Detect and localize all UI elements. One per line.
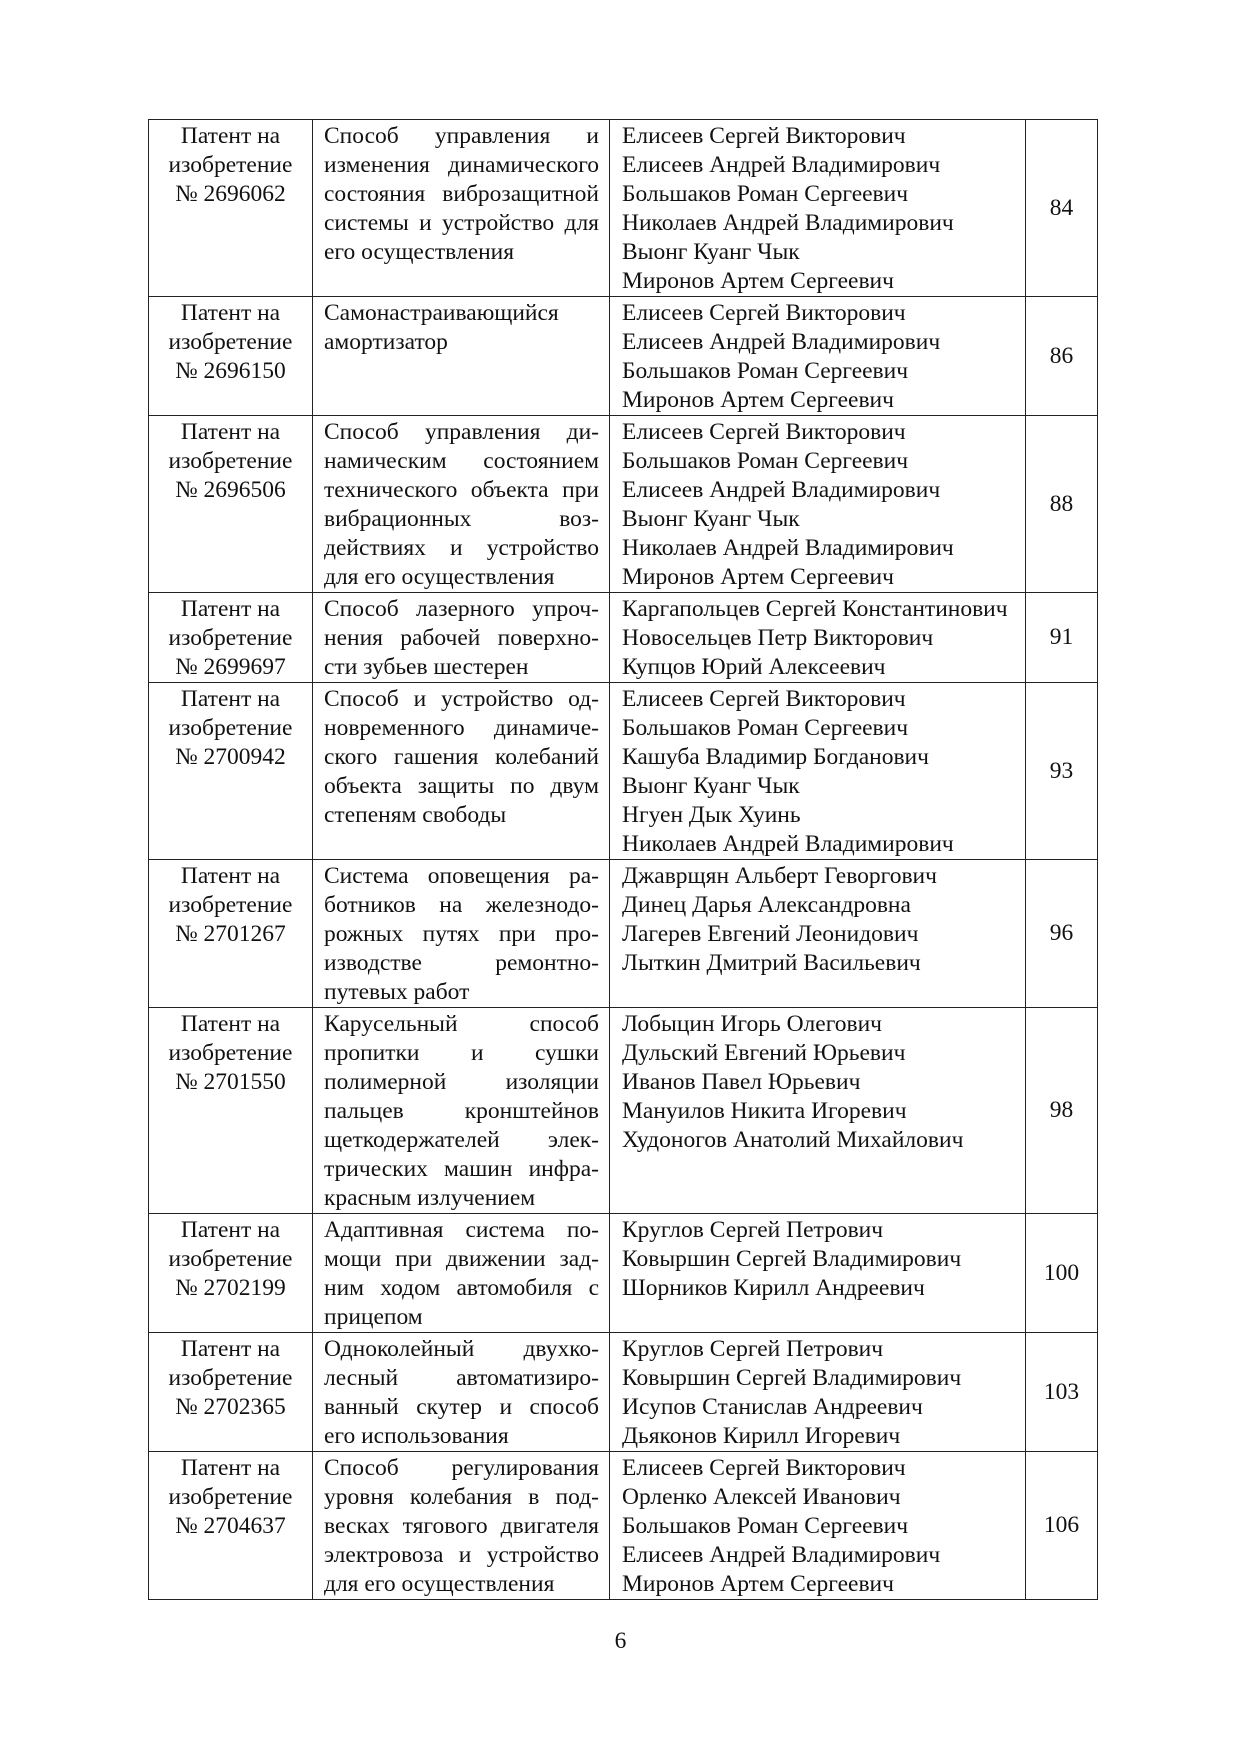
author-name: Большаков Роман Сергеевич (622, 1513, 909, 1539)
patent-id-cell (149, 683, 313, 860)
patent-title: Самонастраивающийся амортизатор (313, 297, 610, 416)
patent-page: 88 (1026, 416, 1098, 593)
author-name: Дьяконов Кирилл Игоревич (622, 1423, 901, 1449)
patent-number: № 2702199 (175, 1275, 286, 1301)
patent-page: 84 (1026, 120, 1098, 297)
author-name: Динец Дарья Александровна (622, 892, 911, 918)
patent-title: Адаптивная система помощи при движении задним ходом автомобиля с прицепом (313, 1214, 610, 1333)
patent-authors (610, 1333, 1026, 1452)
patent-page: 91 (1026, 593, 1098, 683)
patent-doc-type: Патент на изобретение (168, 123, 293, 178)
patent-title: Способ и устройство одновременного динамического гашения колебаний объекта защиты по двум степеням свободы (313, 683, 610, 860)
author-name: Круглов Сергей Петрович (622, 1336, 884, 1362)
author-name: Дульский Евгений Юрьевич (622, 1040, 906, 1066)
patent-authors (610, 1452, 1026, 1600)
author-name: Миронов Артем Сергеевич (622, 268, 894, 294)
patent-id-cell (149, 416, 313, 593)
patent-number: № 2699697 (175, 654, 286, 680)
patent-row (149, 683, 1098, 860)
patent-id-cell (149, 860, 313, 1008)
author-name: Ковыршин Сергей Владимирович (622, 1246, 962, 1272)
patent-doc-type: Патент на изобретение (168, 686, 293, 741)
patent-id-cell (149, 297, 313, 416)
patent-authors (610, 683, 1026, 860)
patent-title: Способ регулирования уровня колебания в подвесках тягового двигателя электровоза и устройство для его осуществления (313, 1452, 610, 1600)
author-name: Мануилов Никита Игоревич (622, 1098, 907, 1124)
patent-authors (610, 1008, 1026, 1214)
patent-number: № 2704637 (175, 1513, 286, 1539)
patent-doc-type: Патент на изобретение (168, 1011, 293, 1066)
author-name: Елисеев Сергей Викторович (622, 1455, 906, 1481)
patent-page: 98 (1026, 1008, 1098, 1214)
patent-page: 106 (1026, 1452, 1098, 1600)
patent-authors (610, 860, 1026, 1008)
author-name: Выонг Куанг Чык (622, 773, 800, 799)
author-name: Елисеев Сергей Викторович (622, 123, 906, 149)
author-name: Кашуба Владимир Богданович (622, 744, 929, 770)
patent-row (149, 1214, 1098, 1333)
patent-title: Способ лазерного упрочнения рабочей поверхности зубьев шестерен (313, 593, 610, 683)
patent-id-cell (149, 1333, 313, 1452)
author-name: Миронов Артем Сергеевич (622, 387, 894, 413)
patent-number: № 2701267 (175, 921, 286, 947)
author-name: Елисеев Андрей Владимирович (622, 152, 941, 178)
patent-doc-type: Патент на изобретение (168, 300, 293, 355)
author-name: Орленко Алексей Иванович (622, 1484, 901, 1510)
patent-row (149, 1452, 1098, 1600)
author-name: Елисеев Андрей Владимирович (622, 477, 941, 503)
patent-number: № 2696506 (175, 477, 286, 503)
author-name: Шорников Кирилл Андреевич (622, 1275, 925, 1301)
patent-id-cell (149, 593, 313, 683)
patent-title: Система оповещения работников на железнодорожных путях при производстве ремонтно-путевых работ (313, 860, 610, 1008)
patent-row (149, 1333, 1098, 1452)
patent-row (149, 1008, 1098, 1214)
page-number: 6 (614, 1628, 627, 1654)
patent-doc-type: Патент на изобретение (168, 596, 293, 651)
author-name: Большаков Роман Сергеевич (622, 181, 909, 207)
patent-title: Одноколейный двухколесный автоматизированный скутер и способ его использования (313, 1333, 610, 1452)
patent-row (149, 860, 1098, 1008)
author-name: Николаев Андрей Владимирович (622, 535, 954, 561)
author-name: Елисеев Сергей Викторович (622, 686, 906, 712)
author-name: Николаев Андрей Владимирович (622, 210, 954, 236)
patent-row (149, 120, 1098, 297)
patents-table-body (149, 120, 1098, 1600)
patent-row (149, 593, 1098, 683)
patent-title: Способ управления динамическим состоянием технического объекта при вибрационных воздействиях и устройство для его осуществления (313, 416, 610, 593)
author-name: Каргапольцев Сергей Константинович (622, 596, 1008, 622)
patent-number: № 2701550 (175, 1069, 286, 1095)
author-name: Худоногов Анатолий Михайлович (622, 1127, 964, 1153)
author-name: Большаков Роман Сергеевич (622, 448, 909, 474)
author-name: Купцов Юрий Алексеевич (622, 654, 886, 680)
author-name: Ковыршин Сергей Владимирович (622, 1365, 962, 1391)
author-name: Джаврщян Альберт Геворгович (622, 863, 937, 889)
author-name: Елисеев Андрей Владимирович (622, 329, 941, 355)
patent-page: 86 (1026, 297, 1098, 416)
author-name: Елисеев Андрей Владимирович (622, 1542, 941, 1568)
author-name: Новосельцев Петр Викторович (622, 625, 934, 651)
patent-id-cell (149, 1214, 313, 1333)
patent-doc-type: Патент на изобретение (168, 1455, 293, 1510)
patent-authors (610, 120, 1026, 297)
patent-id-cell (149, 1008, 313, 1214)
patent-id-cell (149, 120, 313, 297)
author-name: Елисеев Сергей Викторович (622, 419, 906, 445)
author-name: Большаков Роман Сергеевич (622, 358, 909, 384)
author-name: Иванов Павел Юрьевич (622, 1069, 861, 1095)
patent-number: № 2702365 (175, 1394, 286, 1420)
author-name: Миронов Артем Сергеевич (622, 1571, 894, 1597)
patent-authors (610, 1214, 1026, 1333)
patent-doc-type: Патент на изобретение (168, 419, 293, 474)
author-name: Лагерев Евгений Леонидович (622, 921, 919, 947)
author-name: Выонг Куанг Чык (622, 506, 800, 532)
patent-authors (610, 416, 1026, 593)
patent-title: Способ управления и изменения динамического состояния виброзащитной системы и устройство для его осуществления (313, 120, 610, 297)
author-name: Лыткин Дмитрий Васильевич (622, 950, 921, 976)
patent-doc-type: Патент на изобретение (168, 863, 293, 918)
patent-id-cell (149, 1452, 313, 1600)
patent-number: № 2700942 (175, 744, 286, 770)
patent-title: Карусельный способ пропитки и сушки полимерной изоляции пальцев кронштейнов щеткодержателей электрических машин инфракрасным излучением (313, 1008, 610, 1214)
patent-row (149, 297, 1098, 416)
author-name: Миронов Артем Сергеевич (622, 564, 894, 590)
patent-number: № 2696150 (175, 358, 286, 384)
patent-page: 103 (1026, 1333, 1098, 1452)
patent-authors (610, 297, 1026, 416)
patent-page: 96 (1026, 860, 1098, 1008)
author-name: Большаков Роман Сергеевич (622, 715, 909, 741)
patent-page: 93 (1026, 683, 1098, 860)
author-name: Лобыцин Игорь Олегович (622, 1011, 882, 1037)
patents-table (148, 119, 1098, 1600)
patent-page: 100 (1026, 1214, 1098, 1333)
author-name: Исупов Станислав Андреевич (622, 1394, 923, 1420)
author-name: Николаев Андрей Владимирович (622, 831, 954, 857)
patent-row (149, 416, 1098, 593)
patent-doc-type: Патент на изобретение (168, 1336, 293, 1391)
author-name: Круглов Сергей Петрович (622, 1217, 884, 1243)
patent-authors (610, 593, 1026, 683)
author-name: Нгуен Дык Хуинь (622, 802, 801, 828)
patent-doc-type: Патент на изобретение (168, 1217, 293, 1272)
author-name: Елисеев Сергей Викторович (622, 300, 906, 326)
author-name: Выонг Куанг Чык (622, 239, 800, 265)
patent-number: № 2696062 (175, 181, 286, 207)
